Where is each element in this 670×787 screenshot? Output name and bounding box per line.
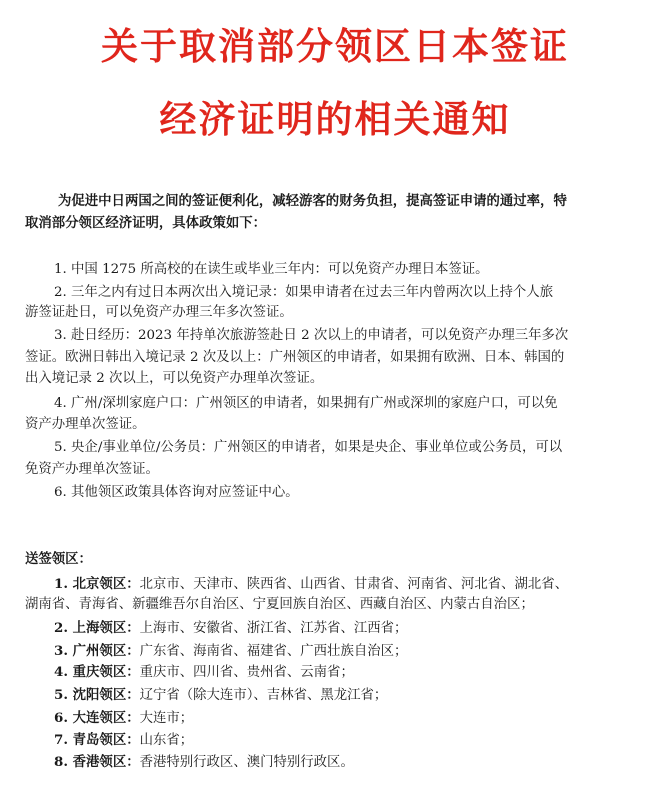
district-regions: 北京市、天津市、陕西省、山西省、甘肃省、河南省、河北省、湖北省、 (139, 577, 569, 592)
policy-item-6: 6. 其他领区政策具体咨询对应签证中心。 (54, 485, 299, 500)
district-item (54, 687, 387, 704)
policy-item-5-line1: 5. 央企/事业单位/公务员：广州领区的申请者，如果是央企、事业单位或公务员，可以 (54, 440, 563, 455)
district-item (54, 643, 407, 660)
district-regions-continued: 湖南省、青海省、新疆维吾尔自治区、宁夏回族自治区、西藏自治区、内蒙古自治区； (25, 597, 534, 612)
district-regions: 广东省、海南省、福建省、广西壮族自治区； (139, 644, 408, 659)
district-regions: 上海市、安徽省、浙江省、江苏省、江西省； (139, 621, 408, 636)
district-label: 2. 上海领区： (54, 620, 140, 636)
district-item (54, 732, 193, 749)
district-label: 7. 青岛领区： (54, 732, 140, 748)
policy-item-5-line2: 免资产办理单次签证。 (25, 462, 159, 477)
policy-item-3-line3: 出入境记录 2 次以上，可以免资产办理单次签证。 (25, 371, 324, 386)
district-regions: 大连市； (139, 711, 194, 726)
district-regions: 重庆市、四川省、贵州省、云南省； (139, 665, 354, 680)
district-item (54, 576, 568, 593)
district-item (54, 620, 407, 637)
notice-title-line1: 关于取消部分领区日本签证 (101, 24, 569, 68)
district-item (54, 710, 193, 727)
policy-item-1: 1. 中国 1275 所高校的在读生或毕业三年内：可以免资产办理日本签证。 (54, 262, 489, 277)
district-label: 4. 重庆领区： (54, 664, 140, 680)
district-regions: 山东省； (139, 733, 194, 748)
policy-item-3-line1: 3. 赴日经历：2023 年持单次旅游签赴日 2 次以上的申请者，可以免资产办理三年多次 (54, 328, 569, 343)
district-regions: 辽宁省（除大连市）、吉林省、黑龙江省； (139, 688, 388, 703)
intro-paragraph-line2: 取消部分领区经济证明，具体政策如下： (25, 215, 267, 231)
notice-title-line2: 经济证明的相关通知 (159, 97, 511, 141)
district-label: 3. 广州领区： (54, 643, 140, 659)
district-label: 6. 大连领区： (54, 710, 140, 726)
district-label: 5. 沈阳领区： (54, 687, 140, 703)
district-label: 1. 北京领区： (54, 576, 140, 592)
intro-paragraph-line1: 为促进中日两国之间的签证便利化，减轻游客的财务负担，提高签证申请的通过率，特 (58, 193, 567, 209)
policy-item-3-line2: 签证。欧洲日韩出入境记录 2 次及以上：广州领区的申请者，如果拥有欧洲、日本、韩国的 (25, 350, 565, 365)
district-regions: 香港特别行政区、澳门特别行政区。 (139, 755, 354, 770)
policy-item-4-line1: 4. 广州/深圳家庭户口：广州领区的申请者，如果拥有广州或深圳的家庭户口，可以免 (54, 396, 558, 411)
district-label: 8. 香港领区： (54, 754, 140, 770)
policy-item-2-line1: 2. 三年之内有过日本两次出入境记录：如果申请者在过去三年内曾两次以上持个人旅 (54, 285, 554, 300)
district-item (54, 754, 354, 771)
policy-item-4-line2: 资产办理单次签证。 (25, 417, 146, 432)
district-item (54, 664, 354, 681)
policy-item-2-line2: 游签证赴日，可以免资产办理三年多次签证。 (25, 305, 293, 320)
districts-heading: 送签领区： (25, 551, 92, 567)
